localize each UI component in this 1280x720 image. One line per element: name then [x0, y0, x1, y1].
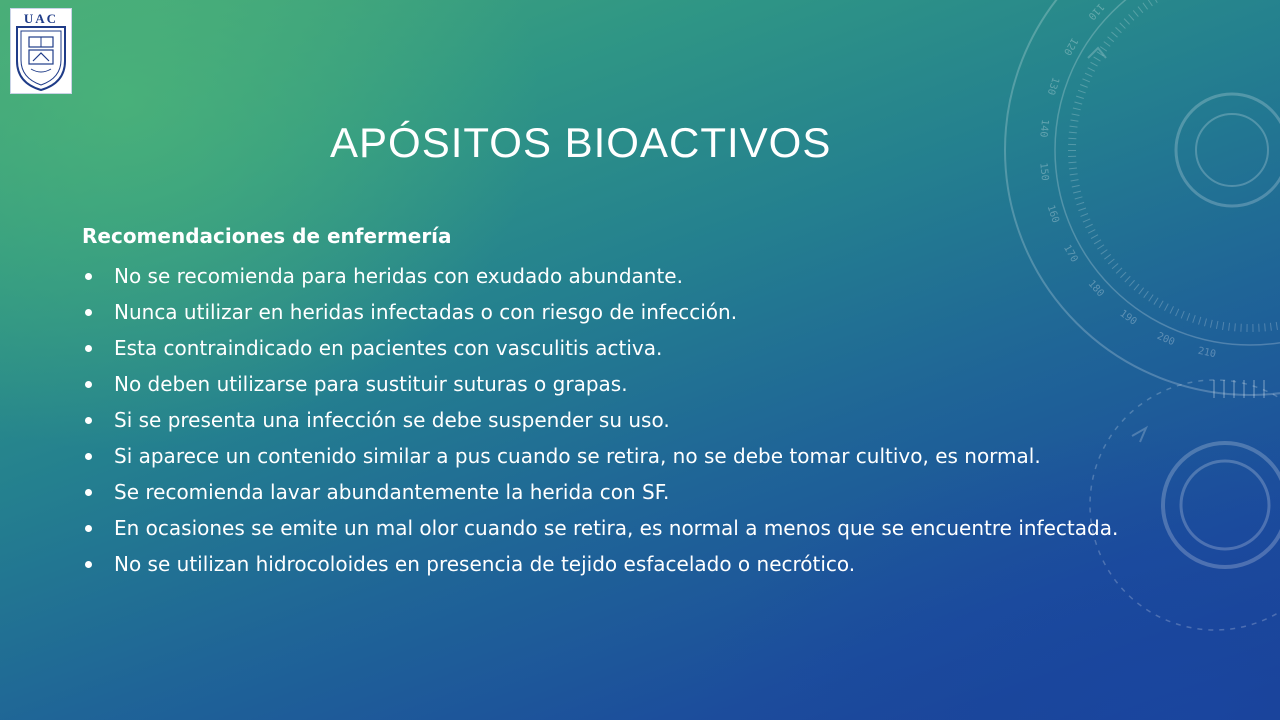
dial-number: 140 — [1037, 118, 1051, 138]
dial-number: 170 — [1060, 243, 1080, 265]
bullet-icon — [85, 309, 92, 316]
logo-text: UAC — [23, 11, 59, 26]
small-circle-bottom — [1163, 443, 1280, 567]
dial-number: 130 — [1044, 75, 1061, 97]
bullet-text: Si aparece un contenido similar a pus cuando se retira, no se debe tomar cultivo, es normal. — [114, 444, 1041, 468]
bullet-text: No deben utilizarse para sustituir suturas o grapas. — [114, 372, 628, 396]
dial-number: 210 — [1196, 345, 1217, 361]
dial-bars — [1214, 380, 1264, 398]
list-item — [82, 372, 1132, 397]
bullet-text: No se recomienda para heridas con exudado abundante. — [114, 264, 683, 288]
small-circle-top — [1176, 94, 1280, 206]
slide-content — [82, 220, 1132, 588]
dial-number: 180 — [1085, 278, 1106, 300]
list-item — [82, 336, 1132, 361]
dial-number: 200 — [1155, 330, 1177, 349]
bullet-text: No se utilizan hidrocoloides en presencia de tejido esfacelado o necrótico. — [114, 552, 856, 576]
list-item — [82, 552, 1132, 577]
bullet-icon — [85, 381, 92, 388]
bullet-icon — [85, 345, 92, 352]
bullet-icon — [85, 489, 92, 496]
dial-number: 120 — [1060, 35, 1080, 57]
bullet-text: Esta contraindicado en pacientes con vasculitis activa. — [114, 336, 663, 360]
bullet-icon — [85, 561, 92, 568]
arrow-chevron-mid — [1132, 428, 1146, 442]
list-item — [82, 408, 1132, 433]
dial-number: 150 — [1037, 162, 1051, 182]
bullet-icon — [85, 453, 92, 460]
bullet-text: Se recomienda lavar abundantemente la herida con SF. — [114, 480, 670, 504]
bullet-icon — [85, 525, 92, 532]
list-item — [82, 264, 1132, 289]
bullet-text: Si se presenta una infección se debe suspender su uso. — [114, 408, 670, 432]
slide-title: APÓSITOS BIOACTIVOS — [330, 119, 832, 166]
dial-number: 190 — [1117, 308, 1139, 328]
bullet-text: Nunca utilizar en heridas infectadas o con riesgo de infección. — [114, 300, 738, 324]
uac-logo — [10, 8, 72, 94]
slide-subtitle: Recomendaciones de enfermería — [82, 224, 452, 248]
list-item — [82, 444, 1132, 469]
bullet-icon — [85, 417, 92, 424]
uac-seal-icon — [11, 9, 71, 93]
bullet-icon — [85, 273, 92, 280]
dial-number: 160 — [1044, 203, 1061, 225]
list-item — [82, 516, 1132, 541]
dial-number: 110 — [1085, 0, 1106, 22]
bullet-text: En ocasiones se emite un mal olor cuando se retira, es normal a menos que se encuentre infectada. — [114, 516, 1119, 540]
small-circle-bottom-inner — [1181, 461, 1269, 549]
small-circle-top-inner — [1196, 114, 1268, 186]
arrow-chevron-top — [1088, 48, 1106, 58]
bullet-list — [82, 264, 1132, 577]
list-item — [82, 480, 1132, 505]
list-item — [82, 300, 1132, 325]
